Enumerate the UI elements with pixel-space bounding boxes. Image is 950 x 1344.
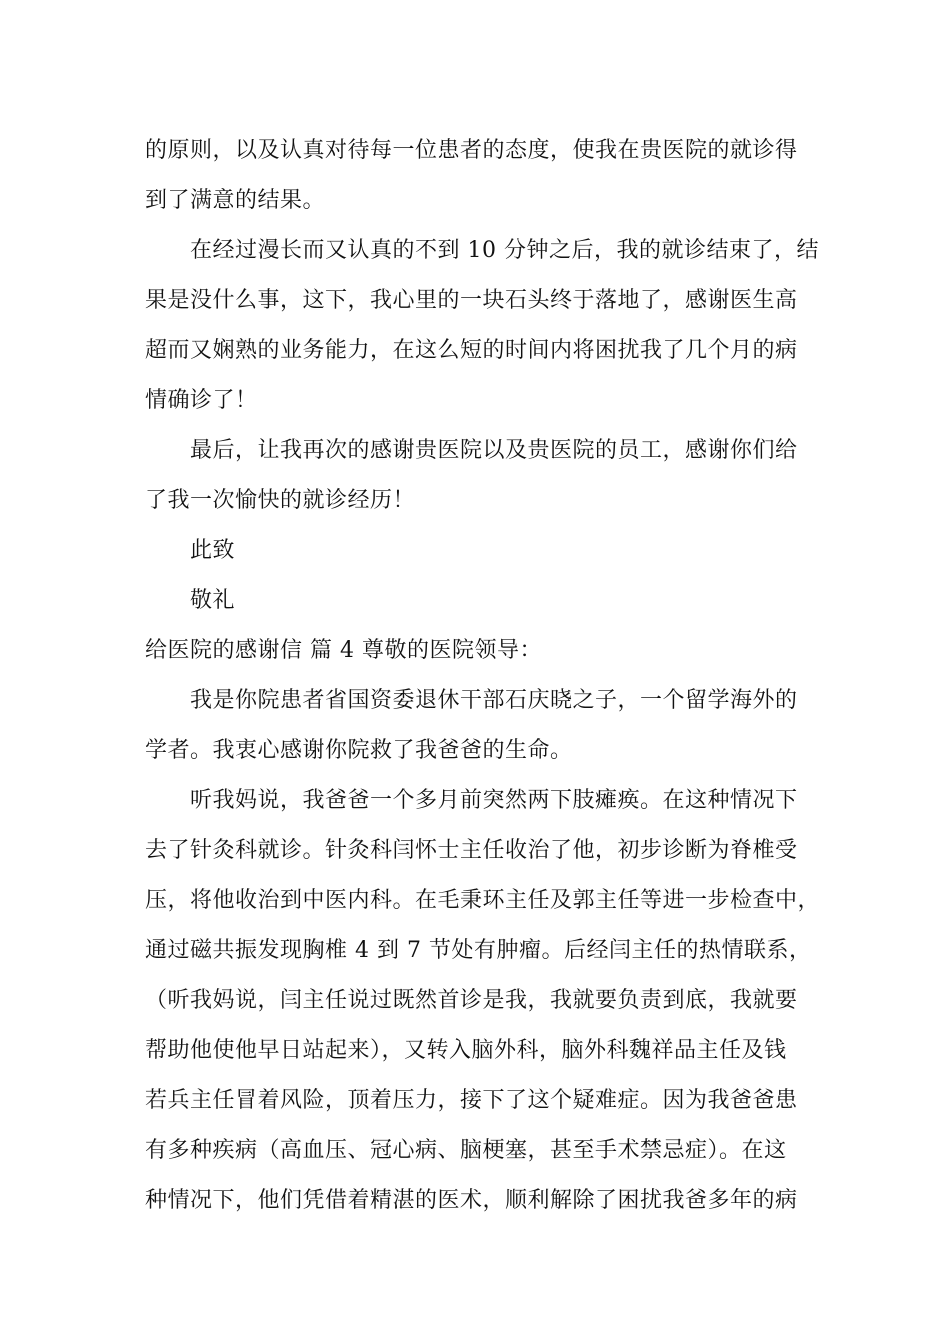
text-line: 通过磁共振发现胸椎 4 到 7 节处有肿瘤。后经闫主任的热情联系，	[145, 938, 812, 963]
closing-salutation: 此致	[190, 538, 236, 563]
text-line: 去了针灸科就诊。针灸科闫怀士主任收治了他，初步诊断为脊椎受	[145, 838, 798, 863]
text-line: 压，将他收治到中医内科。在毛秉环主任及郭主任等进一步检查中，	[145, 888, 821, 913]
paragraph-start-line: 我是你院患者省国资委退休干部石庆晓之子，一个留学海外的	[190, 688, 798, 713]
paragraph-start-line: 在经过漫长而又认真的不到 10 分钟之后，我的就诊结束了，结	[190, 238, 819, 263]
text-line: 到了满意的结果。	[145, 188, 326, 213]
text-line: 若兵主任冒着风险，顶着压力，接下了这个疑难症。因为我爸爸患	[145, 1088, 798, 1113]
text-line: 了我一次愉快的就诊经历！	[145, 488, 416, 513]
paragraph-start-line: 最后，让我再次的感谢贵医院以及贵医院的员工，感谢你们给	[190, 438, 798, 463]
text-line: 情确诊了！	[145, 388, 258, 413]
text-line: 帮助他使他早日站起来），又转入脑外科，脑外科魏祥品主任及钱	[145, 1038, 787, 1063]
text-line: （听我妈说，闫主任说过既然首诊是我，我就要负责到底，我就要	[145, 988, 798, 1013]
text-line: 果是没什么事，这下，我心里的一块石头终于落地了，感谢医生高	[145, 288, 798, 313]
text-line: 超而又娴熟的业务能力，在这么短的时间内将困扰我了几个月的病	[145, 338, 798, 363]
text-line: 种情况下，他们凭借着精湛的医术，顺利解除了困扰我爸多年的病	[145, 1188, 798, 1213]
paragraph-start-line: 听我妈说，我爸爸一个多月前突然两下肢瘫痪。在这种情况下	[190, 788, 798, 813]
text-line: 学者。我衷心感谢你院救了我爸爸的生命。	[145, 738, 573, 763]
section-heading: 给医院的感谢信 篇 4 尊敬的医院领导：	[145, 638, 542, 663]
text-line: 有多种疾病（高血压、冠心病、脑梗塞，甚至手术禁忌症）。在这	[145, 1138, 787, 1163]
text-line: 的原则，以及认真对待每一位患者的态度，使我在贵医院的就诊得	[145, 138, 798, 163]
closing-regards: 敬礼	[190, 588, 236, 613]
